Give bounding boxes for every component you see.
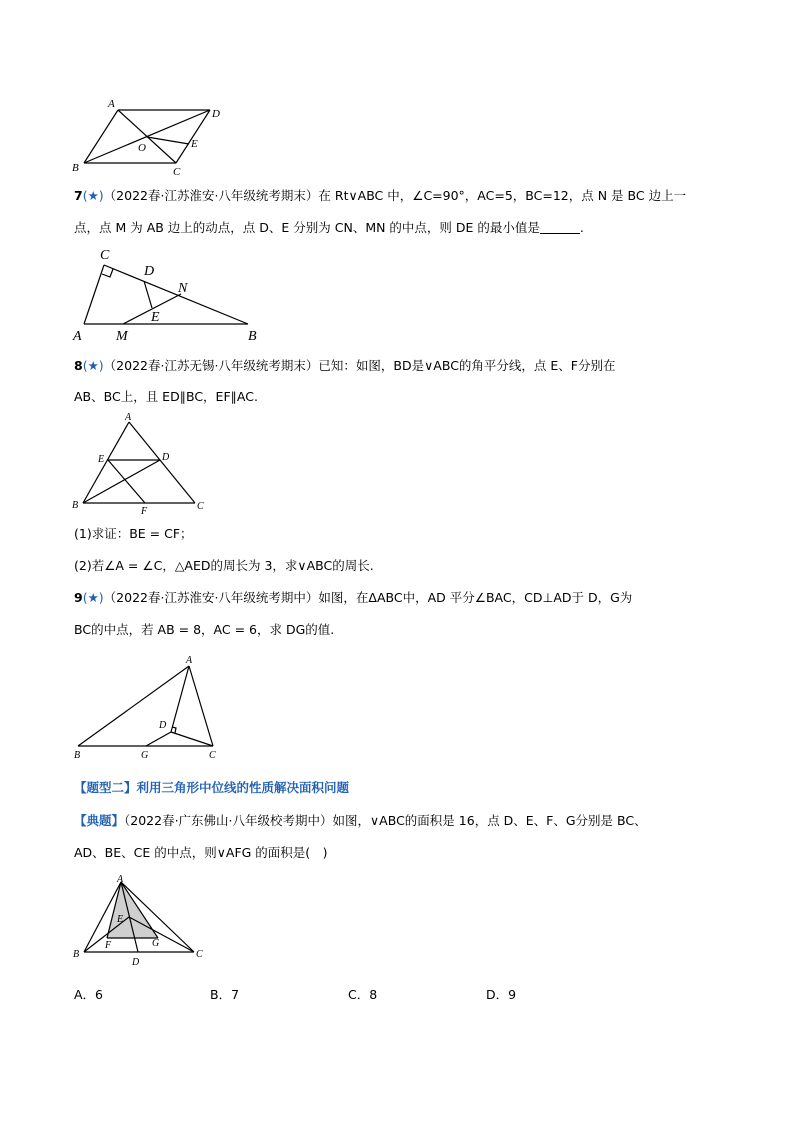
- fig-label: B: [248, 329, 257, 344]
- fig-label: B: [72, 500, 79, 511]
- star-icon: (★): [82, 188, 104, 203]
- fig-label: A: [186, 655, 193, 666]
- fig-label: E: [151, 310, 160, 325]
- answer-blank: [540, 221, 580, 234]
- star-icon: (★): [82, 590, 104, 605]
- fig-label: E: [191, 138, 198, 150]
- q7-text: 点，点 M 为 AB 边上的动点，点 D、E 分别为 CN、MN 的中点，则 DE 的最小值是: [74, 220, 540, 235]
- triangle-bisector-figure: [68, 652, 238, 762]
- q8-text: （2022春·江苏无锡·八年级统考期末）已知：如图，BD是∨ABC的角平分线，点 E、F分别在: [103, 358, 616, 373]
- fig-label: C: [197, 501, 204, 512]
- q8-line2: [74, 388, 258, 406]
- fig-label: F: [141, 506, 148, 517]
- triangle-ed-ef-figure: [66, 412, 216, 517]
- example-line2: [74, 844, 328, 862]
- right-triangle-figure: [70, 245, 270, 345]
- q8-sub2-text: (2)若∠A = ∠C，△AED的周长为 3，求∨ABC的周长.: [74, 558, 374, 573]
- fig-label: G: [141, 750, 149, 761]
- fig-label: C: [100, 248, 110, 263]
- fig-label: D: [144, 264, 155, 279]
- q7-text: （2022春·江苏淮安·八年级统考期末）在 Rt∨ABC 中，∠C=90°，AC=5，BC=12，点 N 是 BC 边上一: [103, 188, 687, 203]
- example-text: AD、BE、CE 的中点，则∨AFG 的面积是( ): [74, 845, 328, 860]
- fig-label: M: [116, 329, 128, 344]
- fig-label: G: [152, 938, 160, 949]
- fig-label: C: [209, 750, 216, 761]
- example-line1: [74, 812, 647, 830]
- q7-text-end: .: [579, 220, 584, 235]
- example-text: （2022春·广东佛山·八年级校考期中）如图，∨ABC的面积是 16，点 D、E、F、G分别是 BC、: [124, 813, 647, 828]
- q8-number: 8: [74, 358, 83, 373]
- q9-line2: [74, 621, 334, 639]
- option-d[interactable]: D．9: [486, 987, 517, 1002]
- fig-label: A: [108, 98, 115, 110]
- fig-label: A: [73, 329, 82, 344]
- q8-sub1-text: (1)求证：BE = CF；: [74, 526, 193, 541]
- fig-label: D: [162, 452, 170, 463]
- fig-label: C: [196, 949, 203, 960]
- fig-label: C: [173, 166, 181, 178]
- fig-label: B: [73, 949, 80, 960]
- fig-label: D: [159, 720, 167, 731]
- q7-number: 7: [74, 188, 83, 203]
- option-b[interactable]: B．7: [210, 987, 240, 1002]
- q8-line1: [74, 357, 615, 375]
- fig-label: B: [74, 750, 81, 761]
- star-icon: (★): [82, 358, 104, 373]
- option-c[interactable]: C．8: [348, 987, 378, 1002]
- shaded-triangle-figure: [66, 870, 216, 970]
- fig-label: A: [125, 412, 132, 423]
- example-tag: 【典题】: [74, 813, 125, 828]
- fig-label: D: [132, 957, 140, 968]
- fig-label: F: [105, 940, 112, 951]
- fig-label: A: [117, 874, 124, 885]
- fig-label: E: [98, 454, 105, 465]
- option-a[interactable]: A．6: [74, 987, 104, 1002]
- parallelogram-figure: [70, 95, 230, 180]
- q7-line1: [74, 187, 686, 205]
- fig-label: B: [72, 162, 79, 174]
- q9-line1: [74, 589, 632, 607]
- q9-text: （2022春·江苏淮安·八年级统考期中）如图，在ΔABC中，AD 平分∠BAC，CD⊥AD于 D，G为: [103, 590, 633, 605]
- fig-label: E: [117, 914, 124, 925]
- fig-label: N: [178, 281, 188, 296]
- fig-label: O: [138, 142, 146, 154]
- q8-sub2: [74, 557, 374, 575]
- q7-line2: [74, 219, 584, 237]
- q9-text: BC的中点，若 AB = 8，AC = 6，求 DG的值.: [74, 622, 335, 637]
- section-title: 【题型二】利用三角形中位线的性质解决面积问题: [74, 780, 350, 795]
- q8-sub1: [74, 525, 193, 543]
- fig-label: D: [212, 108, 220, 120]
- q9-number: 9: [74, 590, 83, 605]
- q8-text: AB、BC上，且 ED∥BC，EF∥AC.: [74, 389, 258, 404]
